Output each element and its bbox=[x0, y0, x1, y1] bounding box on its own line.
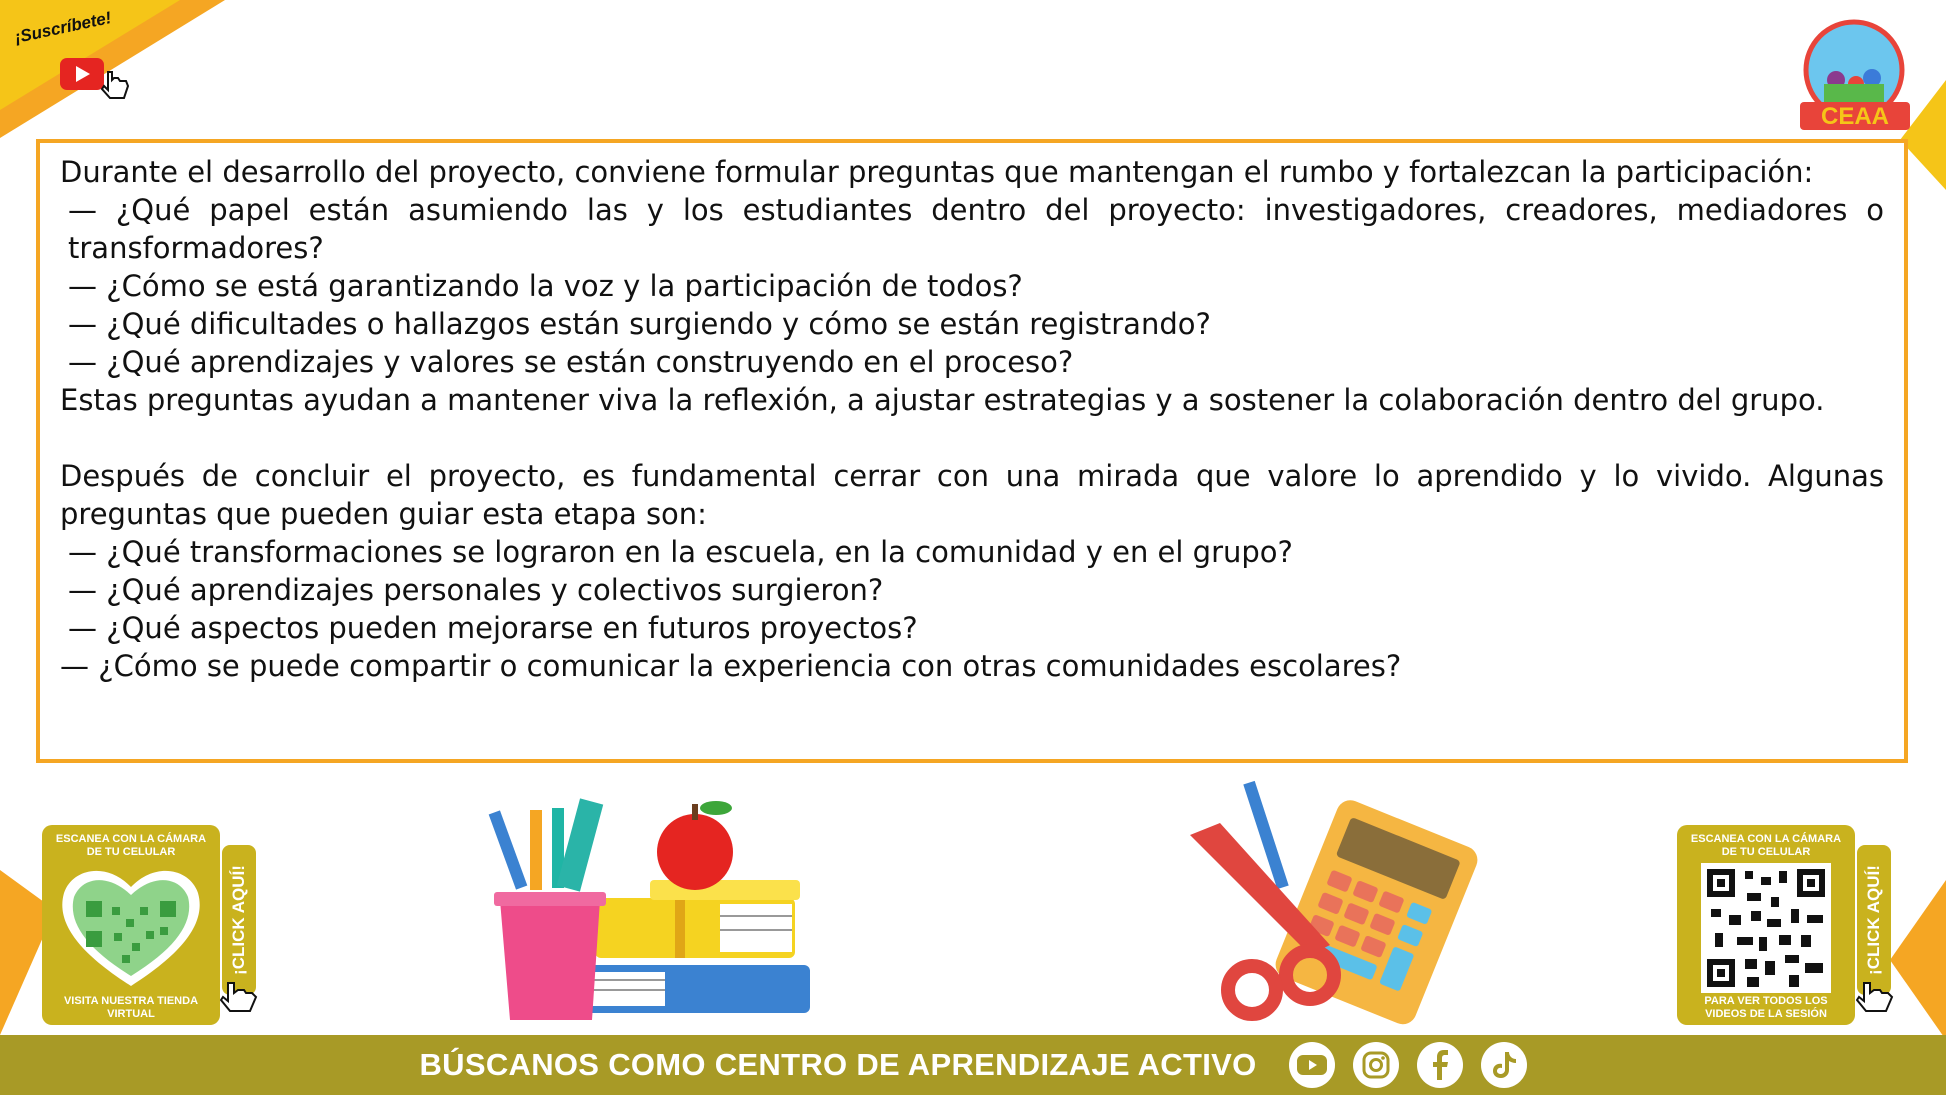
scissors-calculator-illustration bbox=[1190, 775, 1480, 1035]
logo-text: CEAA bbox=[1820, 103, 1890, 130]
pointer-hand-icon bbox=[1856, 975, 1902, 1015]
question-item: — ¿Cómo se está garantizando la voz y la participación de todos? bbox=[68, 269, 1023, 303]
qr-bottom-label: PARA VER TODOS LOS VIDEOS DE LA SESIÓN bbox=[1704, 995, 1828, 1020]
heart-qr-code[interactable] bbox=[56, 861, 206, 991]
question-item: — ¿Qué aprendizajes personales y colectivos surgieron? bbox=[68, 573, 884, 607]
summary-paragraph: Estas preguntas ayudan a mantener viva la reflexión, a ajustar estrategias y a sostener la colaboración dentro del grupo. bbox=[60, 383, 1825, 417]
footer-bar bbox=[0, 1035, 1946, 1095]
intro-paragraph: Durante el desarrollo del proyecto, conviene formular preguntas que mantengan el rumbo y fortalezcan la participación: bbox=[60, 155, 1814, 189]
instagram-icon[interactable] bbox=[1353, 1042, 1399, 1088]
youtube-subscribe-icon[interactable] bbox=[58, 56, 136, 100]
question-item: — ¿Qué papel están asumiendo las y los estudiantes dentro del proyecto: investigadores, creadores, mediadores o transformadores? bbox=[68, 193, 1884, 265]
pointer-hand-icon bbox=[102, 72, 128, 98]
content-text bbox=[60, 153, 1884, 685]
question-item: — ¿Cómo se puede compartir o comunicar la experiencia con otras comunidades escolares? bbox=[60, 649, 1402, 683]
store-qr-card[interactable] bbox=[42, 825, 220, 1025]
school-supplies-illustration bbox=[480, 780, 820, 1025]
question-item: — ¿Qué dificultades o hallazgos están surgiendo y cómo se están registrando? bbox=[68, 307, 1211, 341]
youtube-icon[interactable] bbox=[1289, 1042, 1335, 1088]
ceaa-logo bbox=[1796, 18, 1916, 133]
content-box bbox=[36, 139, 1908, 763]
qr-bottom-label: VISITA NUESTRA TIENDA VIRTUAL bbox=[63, 995, 199, 1020]
tiktok-icon[interactable] bbox=[1481, 1042, 1527, 1088]
qr-code[interactable] bbox=[1701, 863, 1831, 993]
question-item: — ¿Qué transformaciones se lograron en la escuela, en la comunidad y en el grupo? bbox=[68, 535, 1293, 569]
videos-qr-card[interactable] bbox=[1677, 825, 1855, 1025]
footer-text: BÚSCANOS COMO CENTRO DE APRENDIZAJE ACTIVO bbox=[419, 1047, 1257, 1082]
click-here-label: ¡CLICK AQUÍ! bbox=[229, 865, 248, 975]
question-item: — ¿Qué aprendizajes y valores se están construyendo en el proceso? bbox=[68, 345, 1074, 379]
click-here-tab[interactable] bbox=[1857, 845, 1891, 995]
pointer-hand-icon bbox=[220, 975, 266, 1015]
subscribe-label[interactable]: ¡Suscríbete! bbox=[12, 8, 114, 48]
question-item: — ¿Qué aspectos pueden mejorarse en futuros proyectos? bbox=[68, 611, 918, 645]
closing-intro-paragraph: Después de concluir el proyecto, es fundamental cerrar con una mirada que valore lo aprendido y lo vivido. Algunas preguntas que pueden guiar esta etapa son: bbox=[60, 459, 1884, 531]
qr-title: ESCANEA CON LA CÁMARA DE TU CELULAR bbox=[1690, 833, 1842, 858]
qr-title: ESCANEA CON LA CÁMARA DE TU CELULAR bbox=[55, 833, 207, 858]
click-here-tab[interactable] bbox=[222, 845, 256, 995]
facebook-icon[interactable] bbox=[1417, 1042, 1463, 1088]
click-here-label: ¡CLICK AQUÍ! bbox=[1864, 865, 1883, 975]
